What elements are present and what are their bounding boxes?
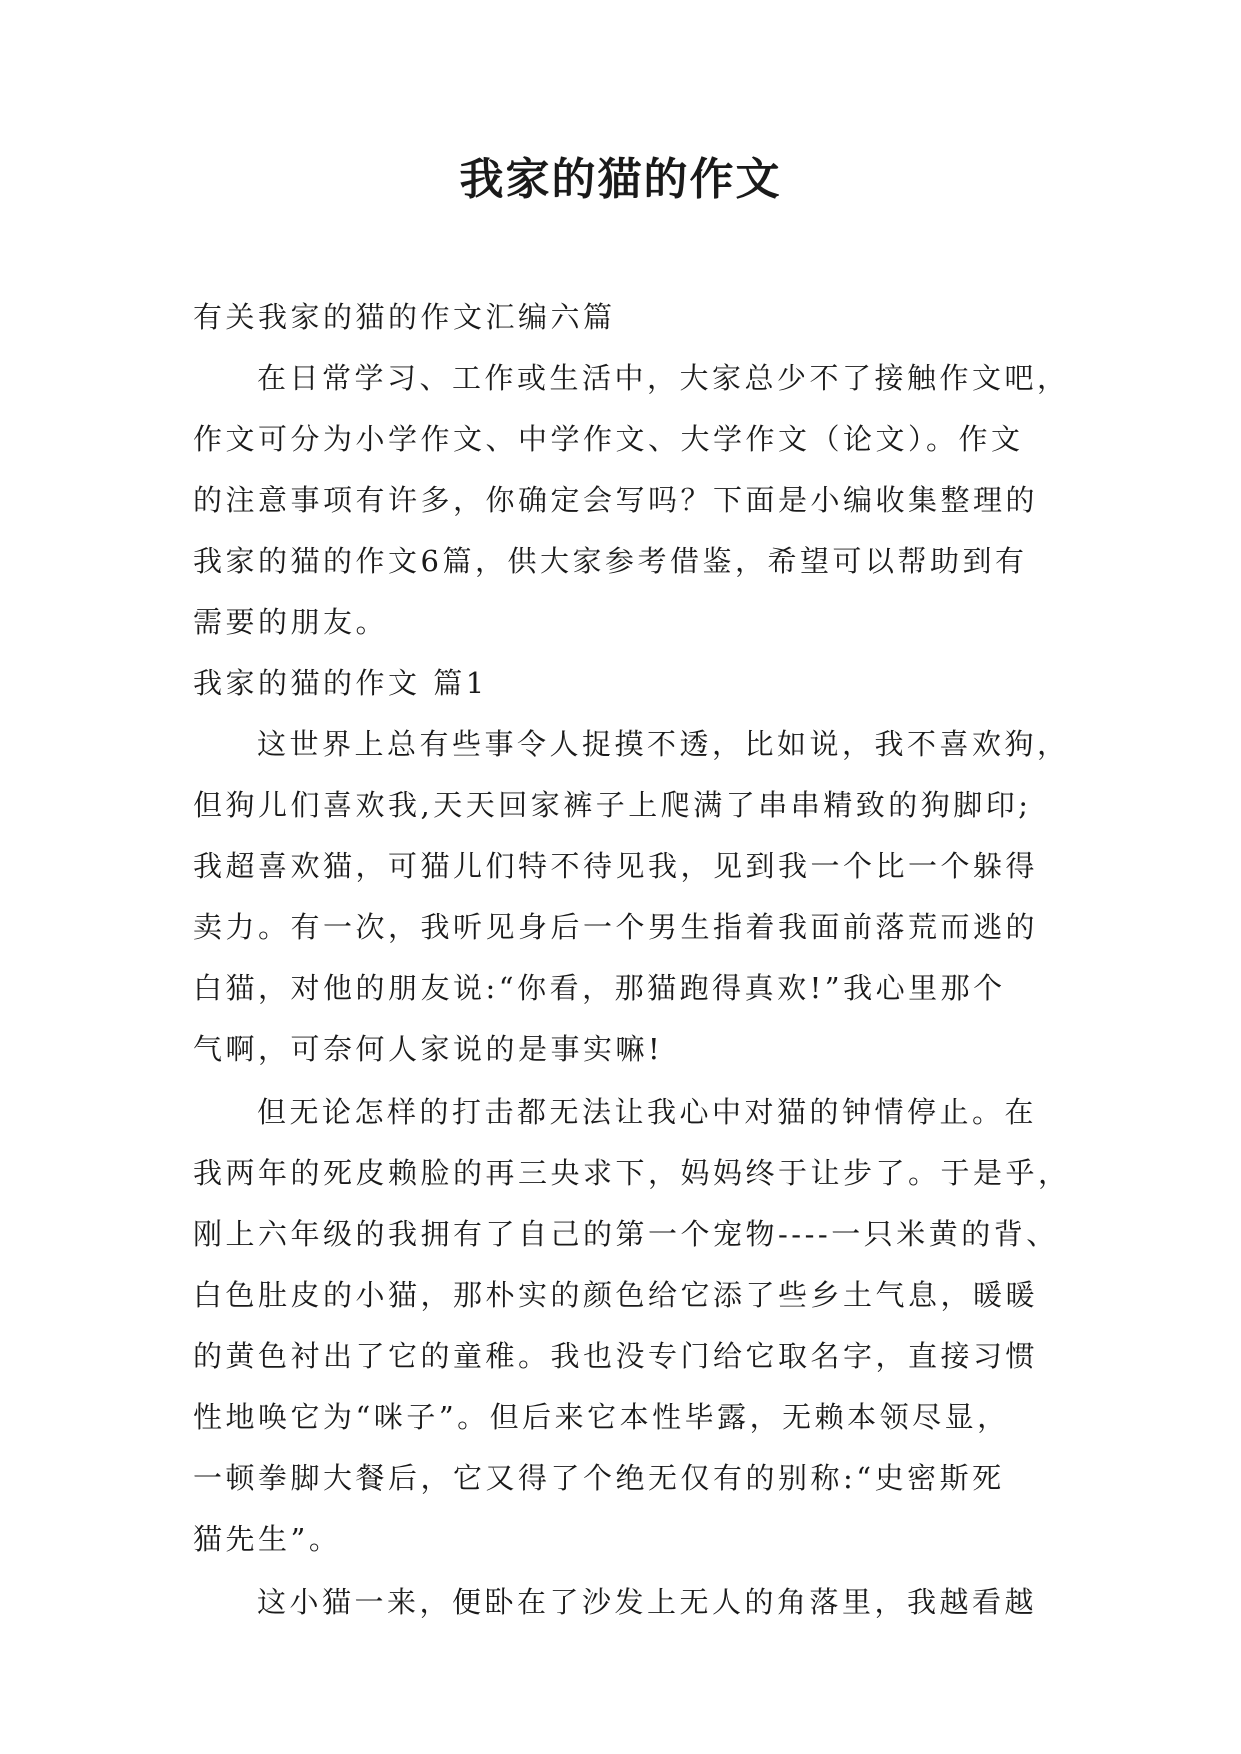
paragraph-line: 的黄色衬出了它的童稚。我也没专门给它取名字，直接习惯	[193, 1339, 1039, 1373]
paragraph-line: 作文可分为小学作文、中学作文、大学作文（论文）。作文	[193, 422, 1024, 456]
paragraph-line: 卖力。有一次，我听见身后一个男生指着我面前落荒而逃的	[193, 910, 1039, 944]
paragraph-line: 一顿拳脚大餐后，它又得了个绝无仅有的别称:“史密斯死	[193, 1461, 1005, 1495]
paragraph-line: 我超喜欢猫，可猫儿们特不待见我，见到我一个比一个躲得	[193, 849, 1039, 883]
paragraph-line: 但狗儿们喜欢我,天天回家裤子上爬满了串串精致的狗脚印;	[193, 788, 1032, 822]
paragraph-line: 在日常学习、工作或生活中，大家总少不了接触作文吧，	[257, 361, 1070, 395]
intro-heading: 有关我家的猫的作文汇编六篇	[193, 300, 616, 334]
paragraph-line: 猫先生”。	[193, 1522, 342, 1556]
paragraph-line: 这小猫一来，便卧在了沙发上无人的角落里，我越看越	[257, 1585, 1038, 1619]
paragraph-line: 刚上六年级的我拥有了自己的第一个宠物----一只米黄的背、	[193, 1217, 1059, 1251]
paragraph-line: 白色肚皮的小猫，那朴实的颜色给它添了些乡土气息，暖暖	[193, 1278, 1039, 1312]
section-heading: 我家的猫的作文 篇1	[193, 666, 488, 700]
document-body	[193, 287, 1071, 1633]
paragraph-line: 这世界上总有些事令人捉摸不透，比如说，我不喜欢狗，	[257, 727, 1070, 761]
paragraph-line: 但无论怎样的打击都无法让我心中对猫的钟情停止。在	[257, 1095, 1038, 1129]
paragraph-line: 白猫，对他的朋友说:“你看，那猫跑得真欢!”我心里那个	[193, 971, 1006, 1005]
paragraph-line: 的注意事项有许多，你确定会写吗？下面是小编收集整理的	[193, 483, 1039, 517]
paragraph-line: 性地唤它为“咪子”。但后来它本性毕露，无赖本领尽显，	[193, 1400, 1010, 1434]
document-title: 我家的猫的作文	[459, 154, 782, 205]
paragraph-line: 我两年的死皮赖脸的再三央求下，妈妈终于让步了。于是乎，	[193, 1156, 1071, 1190]
paragraph-line: 我家的猫的作文6篇，供大家参考借鉴，希望可以帮助到有	[193, 544, 1028, 578]
paragraph-line: 气啊，可奈何人家说的是事实嘛!	[193, 1032, 664, 1066]
paragraph-line: 需要的朋友。	[193, 605, 389, 639]
